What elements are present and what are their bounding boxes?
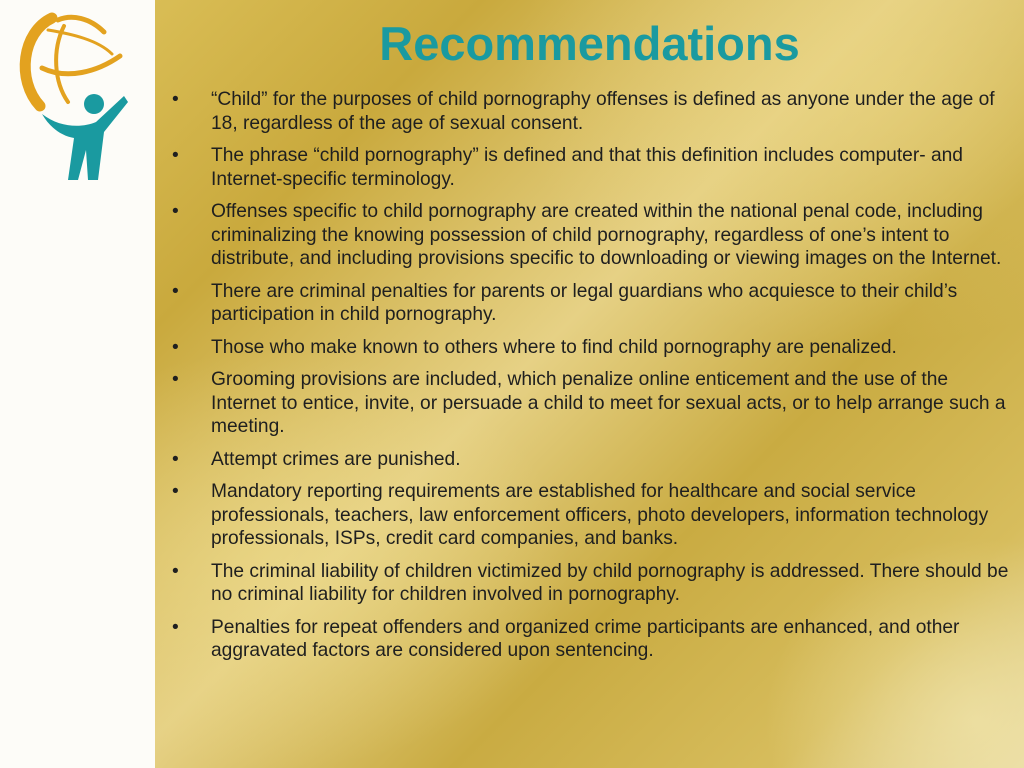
bullet-dot: • (172, 336, 179, 358)
bullet-dot: • (172, 616, 179, 638)
bullet-text: Offenses specific to child pornography are created within the national penal code, including criminalizing the knowing possession of child pornography, regardless of one’s intent to distribute, and including provisions specific to downloading or viewing images on the Internet. (211, 201, 1002, 269)
bullet-text: There are criminal penalties for parents or legal guardians who acquiesce to their child’s participation in child pornography. (211, 280, 958, 325)
bullet-list (169, 88, 1014, 672)
bullet-dot: • (172, 448, 179, 470)
bullet-text: “Child” for the purposes of child pornography offenses is defined as anyone under the age of 18, regardless of the age of sexual consent. (211, 89, 995, 134)
bullet-text: Those who make known to others where to find child pornography are penalized. (211, 336, 897, 358)
bullet-dot: • (172, 481, 179, 502)
slide-title: Recommendations (379, 17, 800, 70)
bullet-text: Penalties for repeat offenders and organized crime participants are enhanced, and other aggravated factors are considered upon sentencing. (211, 616, 960, 661)
bullet-text: Attempt crimes are punished. (211, 448, 461, 470)
bullet-dot: • (172, 201, 179, 222)
bullet-item (169, 368, 1014, 439)
bullet-dot: • (172, 560, 179, 582)
content-area (155, 0, 1024, 768)
bullet-item (169, 616, 1014, 663)
bullet-item (169, 480, 1014, 551)
bullet-dot: • (172, 145, 179, 166)
bullet-item (169, 560, 1014, 607)
bullet-dot: • (172, 369, 179, 390)
bullet-text: Grooming provisions are included, which penalize online enticement and the use of the Internet to entice, invite, or persuade a child to meet for sexual acts, or to help arrange such a meeting. (211, 369, 1006, 437)
bullet-text: The criminal liability of children victimized by child pornography is addressed. There should be no criminal liability for children involved in pornography. (211, 560, 1009, 605)
bullet-item (169, 144, 1014, 191)
globe-with-figure-icon (12, 10, 132, 190)
bullet-item (169, 88, 1014, 135)
bullet-item (169, 336, 1014, 360)
bullet-dot: • (172, 280, 179, 302)
bullet-text: Mandatory reporting requirements are established for healthcare and social service professionals, teachers, law enforcement officers, photo developers, information technology professionals, ISPs, credit card companies, and banks. (211, 481, 989, 549)
bullet-text: The phrase “child pornography” is defined and that this definition includes computer- and Internet-specific terminology. (211, 145, 963, 190)
bullet-item (169, 448, 1014, 472)
bullet-dot: • (172, 89, 179, 110)
bullet-item (169, 280, 1014, 327)
left-panel (0, 0, 155, 768)
bullet-item (169, 200, 1014, 271)
